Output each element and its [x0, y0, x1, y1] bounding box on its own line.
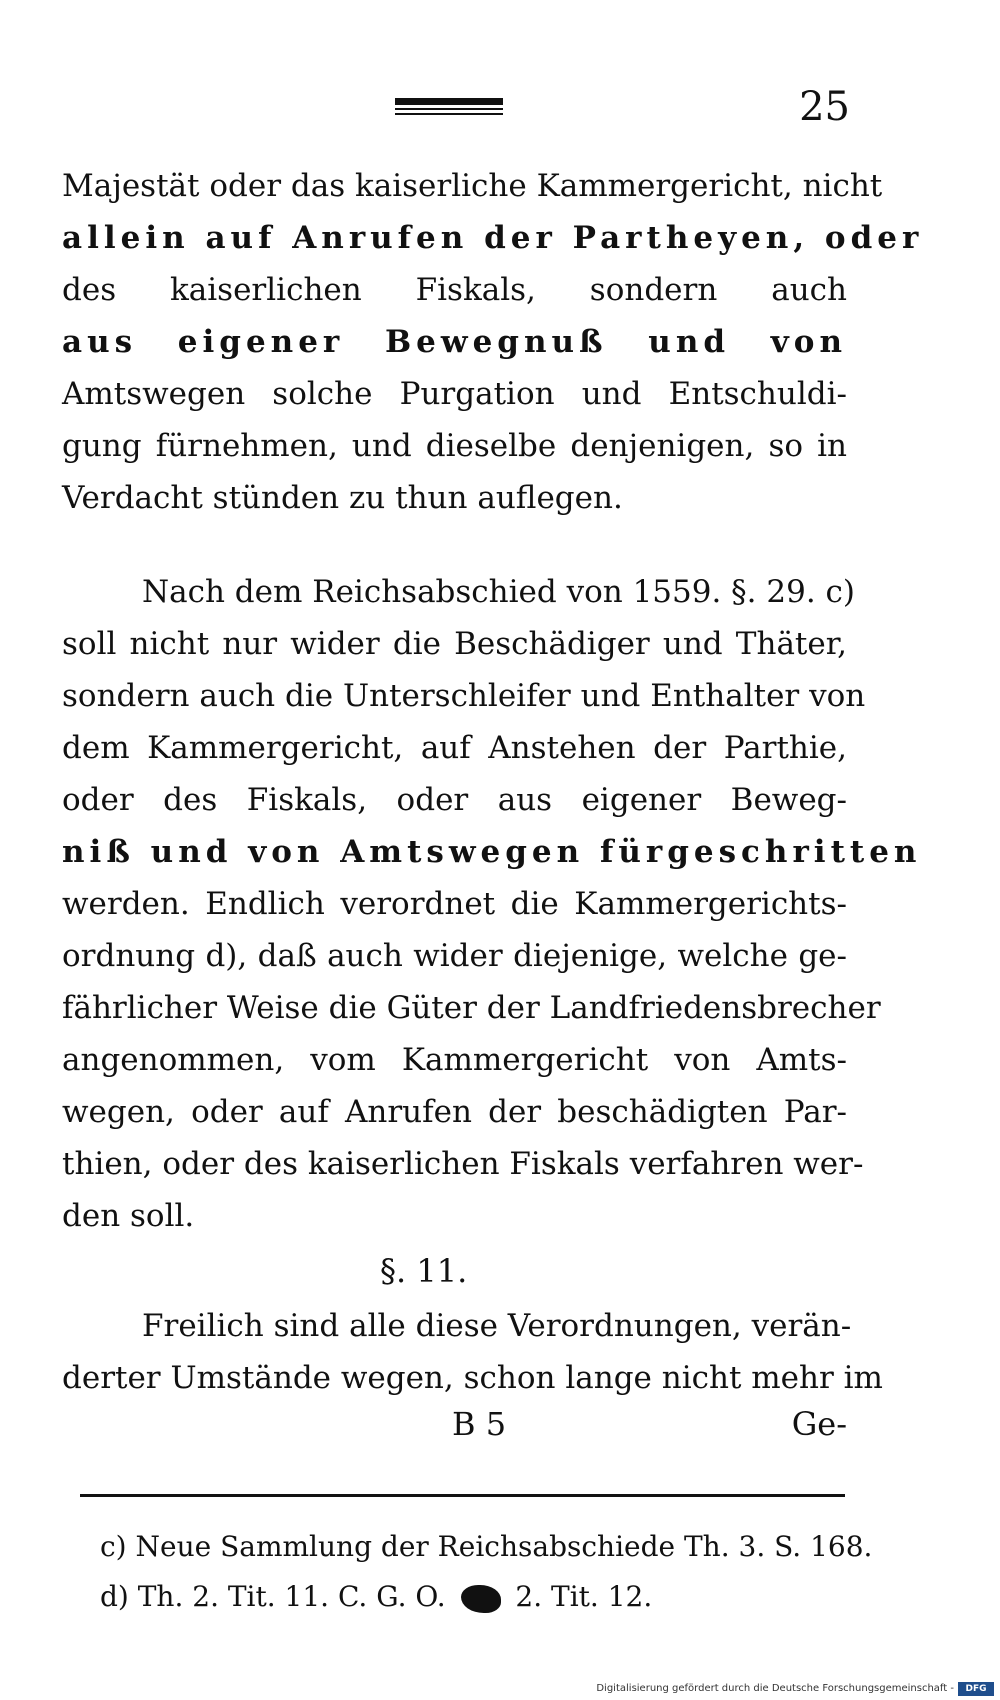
paragraph-2: [62, 566, 922, 1242]
digitization-credit: Digitalisierung gefördert durch die Deutsche Forschungsgemeinschaft -: [596, 1683, 954, 1694]
text-line: angenommen, vom Kammergericht von Amts-: [62, 1042, 847, 1078]
footnote-d-text-1: d) Th. 2. Tit. 11. C. G. O.: [100, 1580, 446, 1613]
text-line: Freilich sind alle diese Verordnungen, verän-: [142, 1308, 852, 1344]
text-line: Amtswegen solche Purgation und Entschuldi-: [62, 376, 847, 412]
footnote-d: [100, 1572, 840, 1622]
paragraph-1: [62, 160, 924, 524]
footnote-c: c) Neue Sammlung der Reichsabschiede Th. 3. S. 168.: [100, 1530, 873, 1563]
text-line: allein auf Anrufen der Partheyen, oder: [62, 220, 924, 256]
text-line: Majestät oder das kaiserliche Kammergericht, nicht: [62, 168, 883, 204]
footnote-divider: [80, 1494, 845, 1497]
text-line: Verdacht stünden zu thun auflegen.: [62, 480, 623, 516]
text-line: thien, oder des kaiserlichen Fiskals verfahren wer-: [62, 1146, 864, 1182]
footnotes: [100, 1522, 873, 1622]
text-line: aus eigener Bewegnuß und von: [62, 324, 847, 360]
text-line: derter Umstände wegen, schon lange nicht mehr im: [62, 1360, 883, 1396]
text-line: ordnung d), daß auch wider diejenige, welche ge-: [62, 938, 847, 974]
section-heading: §. 11.: [380, 1252, 468, 1290]
text-line: dem Kammergericht, auf Anstehen der Parthie,: [62, 730, 847, 766]
signature-line: [62, 1398, 847, 1450]
text-line: den soll.: [62, 1198, 195, 1234]
text-line: fährlicher Weise die Güter der Landfriedensbrecher: [62, 990, 881, 1026]
catchword: Ge-: [791, 1405, 847, 1443]
dfg-logo: DFG: [958, 1682, 994, 1696]
text-line: gung fürnehmen, und dieselbe denjenigen, so in: [62, 428, 847, 464]
page-number: 25: [799, 84, 850, 130]
header-ornament-rule: [395, 98, 503, 114]
ink-blot: [461, 1585, 501, 1613]
text-line: des kaiserlichen Fiskals, sondern auch: [62, 272, 847, 308]
text-line: niß und von Amtswegen fürgeschritten: [62, 834, 922, 870]
text-line: wegen, oder auf Anrufen der beschädigten Par-: [62, 1094, 847, 1130]
text-line: Nach dem Reichsabschied von 1559. §. 29. c): [142, 574, 855, 610]
footnote-d-text-2: 2. Tit. 12.: [515, 1580, 653, 1613]
text-line: sondern auch die Unterschleifer und Enthalter von: [62, 678, 866, 714]
signature-mark: B 5: [452, 1405, 507, 1443]
text-line: soll nicht nur wider die Beschädiger und Thäter,: [62, 626, 847, 662]
text-line: oder des Fiskals, oder aus eigener Beweg-: [62, 782, 847, 818]
paragraph-3: [62, 1300, 883, 1404]
text-line: werden. Endlich verordnet die Kammergerichts-: [62, 886, 847, 922]
